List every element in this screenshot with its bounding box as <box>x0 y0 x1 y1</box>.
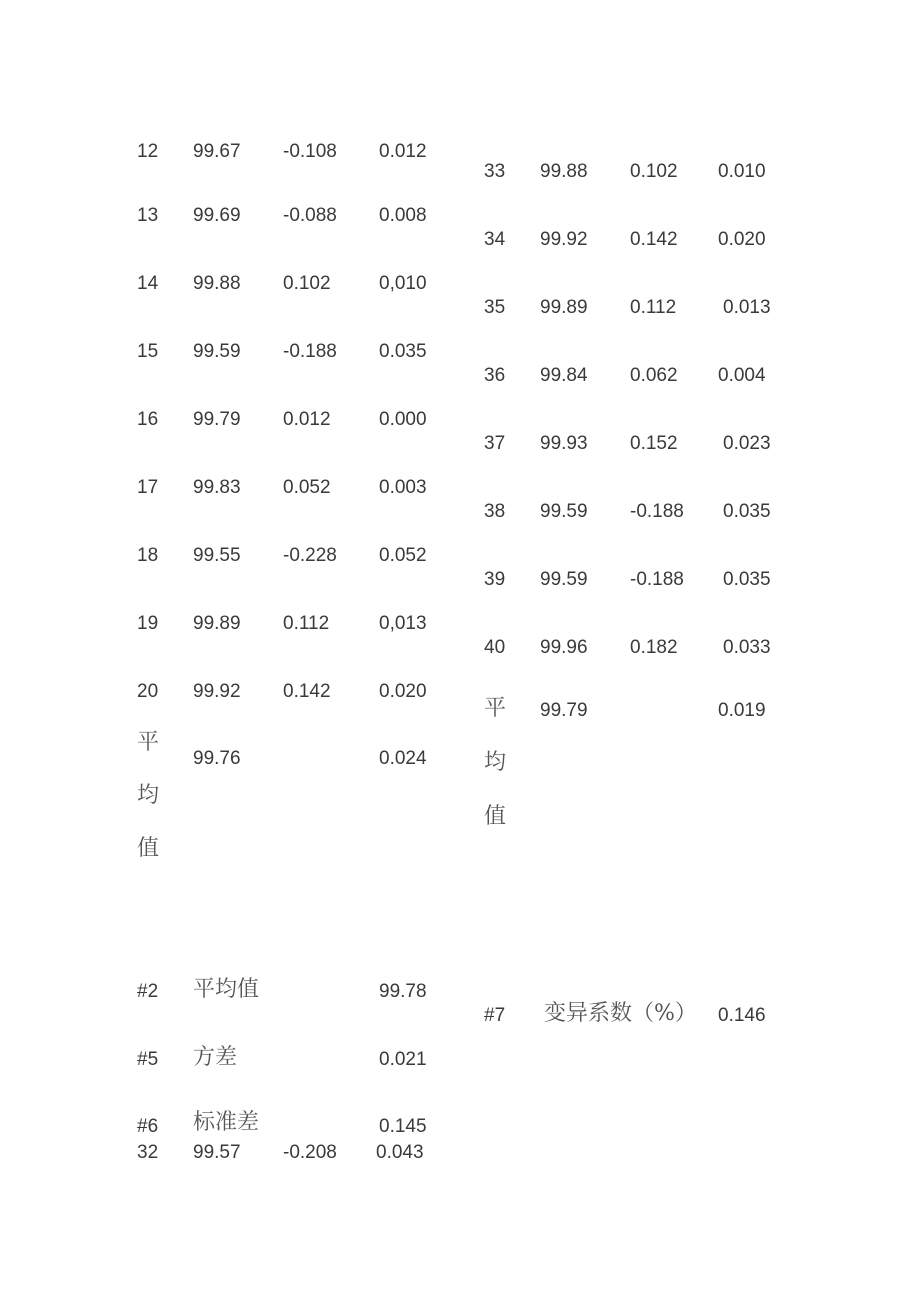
row-value: 99.92 <box>193 681 241 702</box>
row-value: 99.69 <box>193 205 241 226</box>
summary-value: 0.145 <box>379 1116 427 1137</box>
row-number: 19 <box>137 613 159 634</box>
mean-label-char: 值 <box>484 804 507 829</box>
row-deviation: 0.102 <box>283 273 331 294</box>
mean-value: 99.76 <box>193 748 241 769</box>
row-number: 15 <box>137 341 159 362</box>
row-value: 99.59 <box>193 341 241 362</box>
row-number: 40 <box>484 637 506 658</box>
row-number: 16 <box>137 409 159 430</box>
row-deviation: 0.182 <box>630 637 678 658</box>
row-deviation: 0.112 <box>283 613 330 634</box>
mean-squared: 0.019 <box>718 700 766 721</box>
row-value: 99.59 <box>540 569 588 590</box>
row-deviation: -0.108 <box>283 141 337 162</box>
row-squared: 0.033 <box>723 637 771 658</box>
summary-label: 平均值 <box>193 977 260 1002</box>
row-squared: 0.035 <box>723 501 771 522</box>
mean-value: 99.79 <box>540 700 588 721</box>
summary-value: 0.146 <box>718 1005 766 1026</box>
summary-value: 0.021 <box>379 1049 427 1070</box>
row-value: 99.57 <box>193 1142 241 1163</box>
row-number: 37 <box>484 433 506 454</box>
row-deviation: 0.102 <box>630 161 678 182</box>
row-squared: 0.020 <box>718 229 766 250</box>
mean-label-char: 平 <box>137 730 160 755</box>
row-value: 99.79 <box>193 409 241 430</box>
row-value: 99.96 <box>540 637 588 658</box>
row-squared: 0.023 <box>723 433 771 454</box>
summary-id: #7 <box>484 1005 506 1026</box>
row-deviation: 0.112 <box>630 297 677 318</box>
row-squared: 0.008 <box>379 205 427 226</box>
row-number: 32 <box>137 1142 159 1163</box>
mean-label-char: 均 <box>484 750 507 775</box>
row-number: 34 <box>484 229 506 250</box>
row-squared: 0.052 <box>379 545 427 566</box>
row-squared: 0.035 <box>379 341 427 362</box>
row-deviation: 0.012 <box>283 409 331 430</box>
row-squared: 0.020 <box>379 681 427 702</box>
row-number: 18 <box>137 545 159 566</box>
row-value: 99.88 <box>540 161 588 182</box>
row-value: 99.89 <box>193 613 241 634</box>
mean-label-char: 均 <box>137 783 160 808</box>
row-value: 99.55 <box>193 545 241 566</box>
row-deviation: -0.208 <box>283 1142 337 1163</box>
summary-value: 99.78 <box>379 981 427 1002</box>
row-squared: 0.010 <box>718 161 766 182</box>
row-number: 38 <box>484 501 506 522</box>
row-deviation: -0.088 <box>283 205 337 226</box>
row-deviation: -0.188 <box>630 569 684 590</box>
summary-label: 标准差 <box>193 1110 260 1135</box>
row-number: 39 <box>484 569 506 590</box>
row-value: 99.84 <box>540 365 588 386</box>
row-number: 20 <box>137 681 159 702</box>
row-deviation: 0.062 <box>630 365 678 386</box>
summary-id: #5 <box>137 1049 159 1070</box>
row-value: 99.88 <box>193 273 241 294</box>
summary-label: 方差 <box>193 1045 238 1070</box>
row-squared: 0.003 <box>379 477 427 498</box>
row-squared: 0.012 <box>379 141 427 162</box>
row-squared: 0.035 <box>723 569 771 590</box>
row-number: 12 <box>137 141 159 162</box>
row-value: 99.92 <box>540 229 588 250</box>
mean-label-char: 平 <box>484 696 507 721</box>
row-number: 13 <box>137 205 159 226</box>
row-deviation: -0.188 <box>283 341 337 362</box>
row-number: 33 <box>484 161 506 182</box>
summary-id: #6 <box>137 1116 159 1137</box>
summary-label: 变异系数（%） <box>544 1001 697 1026</box>
row-deviation: 0.052 <box>283 477 331 498</box>
row-value: 99.89 <box>540 297 588 318</box>
row-value: 99.59 <box>540 501 588 522</box>
mean-label-char: 值 <box>137 836 160 861</box>
row-deviation: -0.188 <box>630 501 684 522</box>
row-squared: 0.004 <box>718 365 766 386</box>
summary-id: #2 <box>137 981 159 1002</box>
row-number: 17 <box>137 477 159 498</box>
row-deviation: -0.228 <box>283 545 337 566</box>
row-deviation: 0.142 <box>630 229 678 250</box>
row-value: 99.67 <box>193 141 241 162</box>
row-deviation: 0.142 <box>283 681 331 702</box>
row-value: 99.83 <box>193 477 241 498</box>
row-squared: 0.043 <box>376 1142 424 1163</box>
row-squared: 0,010 <box>379 273 427 294</box>
row-number: 35 <box>484 297 506 318</box>
row-number: 36 <box>484 365 506 386</box>
row-number: 14 <box>137 273 159 294</box>
row-deviation: 0.152 <box>630 433 678 454</box>
row-squared: 0,013 <box>379 613 427 634</box>
mean-squared: 0.024 <box>379 748 427 769</box>
row-squared: 0.013 <box>723 297 771 318</box>
row-squared: 0.000 <box>379 409 427 430</box>
row-value: 99.93 <box>540 433 588 454</box>
